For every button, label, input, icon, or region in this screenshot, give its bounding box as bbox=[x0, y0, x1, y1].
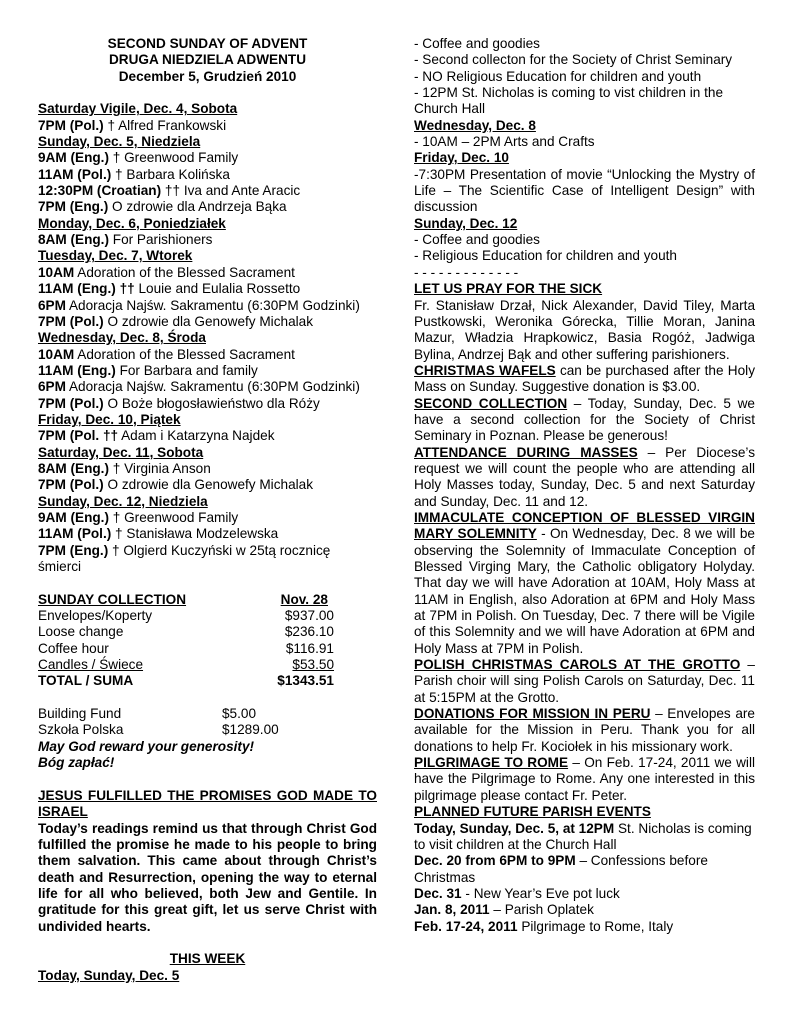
fri-heading: Friday, Dec. 10 bbox=[414, 150, 509, 166]
list-item: - Coffee and goodies bbox=[414, 36, 540, 51]
mass-entry bbox=[38, 118, 377, 134]
future-event-what: Pilgrimage to Rome, Italy bbox=[517, 918, 674, 934]
mass-time: 11AM (Pol.) bbox=[38, 526, 112, 542]
announcement bbox=[414, 396, 755, 445]
collection-date: Nov. 28 bbox=[280, 591, 328, 607]
collection-amount: $116.91 bbox=[285, 640, 334, 656]
mass-day-heading: Saturday Vigile, Dec. 4, Sobota bbox=[38, 101, 238, 117]
mass-intention: O Boże błogosławieństwo dla Róży bbox=[103, 395, 320, 411]
announcement-text: – Envelopes are available for the Mission in Peru. Thank you for all donations to help Fr. Kociołek in his missionary work. bbox=[414, 706, 755, 754]
mass-intention: O zdrowie dla Genowefy Michalak bbox=[103, 313, 314, 329]
future-event-what: - New Year’s Eve pot luck bbox=[461, 885, 620, 901]
mass-time: 7PM (Pol.) bbox=[38, 313, 104, 329]
future-event bbox=[414, 902, 755, 918]
announcements bbox=[414, 363, 755, 804]
wed-items bbox=[414, 134, 755, 150]
announcement bbox=[414, 510, 755, 657]
sick-title: LET US PRAY FOR THE SICK bbox=[414, 281, 603, 297]
mass-entry bbox=[38, 363, 377, 379]
mass-intention: Adoracja Najśw. Sakramentu (6:30PM Godzinki) bbox=[65, 297, 360, 313]
mass-entry bbox=[38, 265, 377, 281]
announcement-title: IMMACULATE CONCEPTION OF BLESSED VIRGIN MARY SOLEMNITY bbox=[414, 509, 755, 542]
future-event bbox=[414, 821, 755, 854]
collection-table bbox=[38, 608, 377, 673]
list-item: -7:30PM Presentation of movie “Unlocking the Mystry of Life – The Scientific Case of Intelligent Design” with discussion bbox=[414, 166, 755, 215]
mass-entry bbox=[38, 477, 377, 493]
mass-entry bbox=[38, 526, 377, 542]
announcement-text: – Parish choir will sing Polish Carols on Saturday, Dec. 11 at 5:15PM at the Grotto. bbox=[414, 657, 755, 705]
mass-entry bbox=[38, 543, 377, 576]
mass-intention: Louie and Eulalia Rossetto bbox=[134, 281, 301, 297]
right-column bbox=[414, 36, 755, 935]
mass-time: 7PM (Eng.) bbox=[38, 542, 109, 558]
mass-intention: † Stanisława Modzelewska bbox=[111, 526, 279, 542]
mass-day-heading: Sunday, Dec. 12, Niedziela bbox=[38, 493, 208, 509]
mass-day-heading: Monday, Dec. 6, Poniedziałek bbox=[38, 215, 226, 231]
mass-entry bbox=[38, 150, 377, 166]
mass-time: 7PM (Pol.) bbox=[38, 477, 104, 493]
list-item: - 10AM – 2PM Arts and Crafts bbox=[414, 134, 595, 150]
mass-intention: † Olgierd Kuczyński w 25tą rocznicę śmierci bbox=[38, 542, 331, 574]
thanks-pl: Bóg zapłać! bbox=[38, 755, 115, 771]
announcement-text: – Today, Sunday, Dec. 5 we have a second collection for the Society of Christ Seminary in Poznan. Please be generous! bbox=[414, 395, 755, 444]
collection-total-label: TOTAL / SUMA bbox=[38, 673, 134, 689]
mass-intention: O zdrowie dla Andrzeja Bąka bbox=[108, 199, 287, 215]
mass-time: 11AM (Eng.) bbox=[38, 362, 116, 378]
future-title: PLANNED FUTURE PARISH EVENTS bbox=[414, 804, 651, 820]
future-event-what: – Confessions before Christmas bbox=[414, 853, 708, 885]
announcement-title: ATTENDANCE DURING MASSES bbox=[414, 444, 638, 460]
fund-label: Building Fund bbox=[38, 706, 122, 722]
mass-time: 9AM (Eng.) bbox=[38, 509, 109, 525]
announcement-text: – Per Diocese’s request we will count the people who are attending all Holy Masses today, Sunday, Dec. 5 and next Saturday and Sunday, Dec. 11 and 12. bbox=[414, 444, 755, 509]
this-week-heading: THIS WEEK bbox=[169, 951, 246, 967]
left-column bbox=[38, 36, 377, 984]
mass-entry bbox=[38, 510, 377, 526]
future-event bbox=[414, 919, 755, 935]
future-event-when: Feb. 17-24, 2011 bbox=[414, 918, 518, 934]
today-items bbox=[414, 36, 755, 118]
announcement-title: POLISH CHRISTMAS CAROLS AT THE GROTTO bbox=[414, 657, 741, 673]
mass-time: 11AM (Eng.) †† bbox=[38, 281, 135, 297]
header-title-en: SECOND SUNDAY OF ADVENT bbox=[107, 36, 308, 51]
collection-label: Coffee hour bbox=[38, 640, 109, 656]
list-item: - Coffee and goodies bbox=[414, 232, 540, 248]
mass-day-heading: Friday, Dec. 10, Piątek bbox=[38, 411, 181, 427]
mass-time: 9AM (Eng.) bbox=[38, 150, 109, 166]
mass-time: 7PM (Pol. †† bbox=[38, 428, 119, 444]
mass-time: 7PM (Pol.) bbox=[38, 117, 104, 133]
future-event-when: Dec. 31 bbox=[414, 885, 462, 901]
collection-total-amount: $1343.51 bbox=[277, 673, 334, 689]
collection-amount: $236.10 bbox=[284, 624, 334, 640]
collection-label: Candles / Świece bbox=[38, 657, 144, 673]
fund-amount: $5.00 bbox=[222, 706, 257, 722]
future-event-when: Jan. 8, 2011 bbox=[414, 902, 490, 918]
future-event-when: Today, Sunday, Dec. 5, at 12PM bbox=[414, 820, 615, 836]
collection-row bbox=[38, 608, 377, 624]
mass-intention: Adoration of the Blessed Sacrament bbox=[74, 264, 295, 280]
mass-entry bbox=[38, 347, 377, 363]
mass-time: 6PM bbox=[38, 379, 66, 395]
mass-entry bbox=[38, 199, 377, 215]
collection-heading: SUNDAY COLLECTION bbox=[38, 591, 187, 607]
mass-entry bbox=[38, 379, 377, 395]
list-item: - NO Religious Education for children and youth bbox=[414, 68, 702, 84]
mass-day-heading: Saturday, Dec. 11, Sobota bbox=[38, 444, 204, 460]
collection-amount: $53.50 bbox=[292, 657, 334, 673]
collection-extra bbox=[38, 706, 377, 739]
announcement bbox=[414, 363, 755, 396]
header-title-pl: DRUGA NIEDZIELA ADWENTU bbox=[108, 52, 307, 68]
mass-entry bbox=[38, 183, 377, 199]
mass-intention: † Greenwood Family bbox=[108, 509, 239, 525]
mass-intention: O zdrowie dla Genowefy Michalak bbox=[103, 477, 314, 493]
future-items bbox=[414, 821, 755, 935]
mass-schedule bbox=[38, 101, 377, 575]
mass-intention: † Alfred Frankowski bbox=[103, 117, 227, 133]
mass-entry bbox=[38, 428, 377, 444]
mass-time: 7PM (Pol.) bbox=[38, 395, 104, 411]
mass-time: 12:30PM (Croatian) bbox=[38, 183, 162, 199]
reflection-body: Today’s readings remind us that through Christ God fulfilled the promise he made to his people to bring them salvation. This came about through Christ’s death and Resurrection, opening the way to eternal life for all who believed, both Jew and Gentile. In gratitude for this great gift, let us serve Christ with undivided hearts. bbox=[38, 820, 377, 934]
list-item: - 12PM St. Nicholas is coming to vist children in the Church Hall bbox=[414, 85, 724, 117]
collection-label: Envelopes/Koperty bbox=[38, 608, 153, 624]
future-event-what: St. Nicholas is coming to visit children at the Church Hall bbox=[414, 820, 752, 852]
mass-time: 10AM bbox=[38, 346, 75, 362]
future-event bbox=[414, 853, 755, 886]
header-date: December 5, Grudzień 2010 bbox=[118, 68, 297, 84]
announcement-text: can be purchased after the Holy Mass on Sunday. Suggestive donation is $3.00. bbox=[414, 362, 755, 395]
future-event bbox=[414, 886, 755, 902]
mass-intention: † Virginia Anson bbox=[108, 460, 211, 476]
collection-amount: $937.00 bbox=[284, 608, 334, 624]
announcement-text: – On Feb. 17-24, 2011 we will have the Pilgrimage to Rome. Any one interested in this pilgrimage please contact Fr. Peter. bbox=[414, 755, 755, 803]
mass-time: 8AM (Eng.) bbox=[38, 460, 109, 476]
mass-intention: Adoracja Najśw. Sakramentu (6:30PM Godzinki) bbox=[65, 379, 360, 395]
future-event-what: – Parish Oplatek bbox=[489, 902, 594, 918]
collection-header bbox=[38, 592, 377, 608]
collection-row bbox=[38, 641, 377, 657]
mass-day-heading: Wednesday, Dec. 8, Środa bbox=[38, 330, 206, 346]
mass-day-heading: Sunday, Dec. 5, Niedziela bbox=[38, 134, 201, 150]
mass-intention: Adoration of the Blessed Sacrament bbox=[74, 346, 295, 362]
sun-items bbox=[414, 232, 755, 265]
announcement-title: PILGRIMAGE TO ROME bbox=[414, 755, 569, 771]
collection-row bbox=[38, 624, 377, 640]
mass-time: 7PM (Eng.) bbox=[38, 199, 109, 215]
divider: - - - - - - - - - - - - - bbox=[414, 264, 519, 280]
collection-row bbox=[38, 657, 377, 673]
mass-intention: For Barbara and family bbox=[115, 362, 258, 378]
sun-heading: Sunday, Dec. 12 bbox=[414, 215, 518, 231]
mass-time: 11AM (Pol.) bbox=[38, 166, 112, 182]
announcement-text: - On Wednesday, Dec. 8 we will be observing the Solemnity of Immaculate Conception of Blessed Virging Mary, the Catholic obligatory Holyday. That day we will have Adoration at 10AM, Holy Mass at 11AM in English, also Adoration at 6PM and Holy Mass at 7PM in Polish. On Tuesday, Dec. 7 there will be Vigile of this Solemnity and we will have Adoration at 6PM and Holy Mass at 7PM in Polish. bbox=[414, 526, 755, 656]
mass-day-heading: Tuesday, Dec. 7, Wtorek bbox=[38, 248, 193, 264]
sick-body: Fr. Stanisław Drzał, Nick Alexander, David Tiley, Marta Pustkowski, Weronika Górecka, Tillie Moran, Janina Mazur, Władzia Hrapkowicz, Basia Rogóż, Jadwiga Bylina, Andrzej Bąk and other suffering parishioners. bbox=[414, 297, 755, 362]
wed-heading: Wednesday, Dec. 8 bbox=[414, 117, 536, 133]
mass-intention: † Greenwood Family bbox=[108, 150, 239, 166]
mass-entry bbox=[38, 396, 377, 412]
fri-items bbox=[414, 167, 755, 216]
announcement bbox=[414, 706, 755, 755]
mass-entry bbox=[38, 461, 377, 477]
announcement bbox=[414, 657, 755, 706]
mass-intention: Adam i Katarzyna Najdek bbox=[118, 428, 275, 444]
reflection-title: JESUS FULFILLED THE PROMISES GOD MADE TO ISRAEL bbox=[38, 787, 377, 820]
announcement-title: SECOND COLLECTION bbox=[414, 395, 568, 411]
mass-intention: † Barbara Kolińska bbox=[111, 166, 230, 182]
mass-intention: †† Iva and Ante Aracic bbox=[161, 183, 301, 199]
announcement bbox=[414, 445, 755, 510]
mass-time: 8AM (Eng.) bbox=[38, 232, 109, 248]
collection-total bbox=[38, 673, 377, 689]
fund-row bbox=[38, 706, 377, 722]
announcement-title: DONATIONS FOR MISSION IN PERU bbox=[414, 706, 651, 722]
list-item: - Religious Education for children and youth bbox=[414, 248, 677, 264]
fund-row bbox=[38, 722, 377, 738]
fund-amount: $1289.00 bbox=[222, 722, 279, 738]
thanks-en: May God reward your generosity! bbox=[38, 738, 255, 754]
mass-entry bbox=[38, 281, 377, 297]
this-week-today: Today, Sunday, Dec. 5 bbox=[38, 967, 180, 983]
mass-time: 6PM bbox=[38, 297, 66, 313]
mass-entry bbox=[38, 167, 377, 183]
mass-entry bbox=[38, 232, 377, 248]
mass-time: 10AM bbox=[38, 264, 75, 280]
announcement-title: CHRISTMAS WAFELS bbox=[414, 362, 556, 378]
mass-entry bbox=[38, 314, 377, 330]
fund-label: Szkoła Polska bbox=[38, 722, 124, 738]
collection-label: Loose change bbox=[38, 624, 124, 640]
list-item: - Second collecton for the Society of Christ Seminary bbox=[414, 52, 733, 68]
mass-intention: For Parishioners bbox=[108, 232, 213, 248]
future-event-when: Dec. 20 from 6PM to 9PM bbox=[414, 853, 576, 869]
announcement bbox=[414, 755, 755, 804]
mass-entry bbox=[38, 298, 377, 314]
